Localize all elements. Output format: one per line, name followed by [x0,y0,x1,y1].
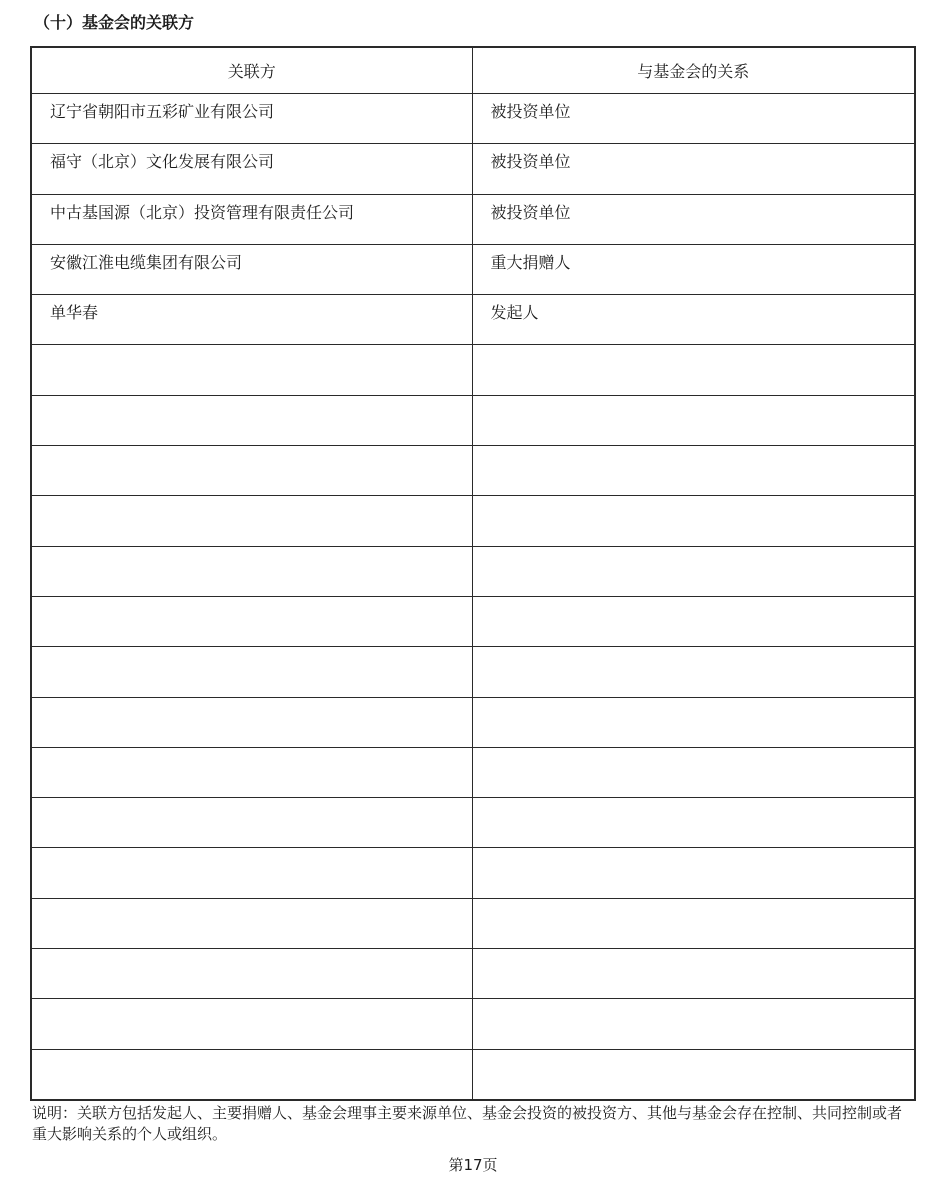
relationship-value [473,899,915,904]
relationship-value [473,949,915,954]
related-party-cell [31,647,472,697]
related-party-name [32,396,472,401]
related-party-cell [31,999,472,1049]
related-party-name [32,949,472,954]
related-party-name [32,1050,472,1055]
relationship-value [473,547,915,552]
table-row [31,697,915,747]
related-party-cell [31,747,472,797]
related-party-cell [31,144,472,194]
relationship-value [473,597,915,602]
relationship-cell [472,345,915,395]
related-party-cell [31,244,472,294]
relationship-cell [472,747,915,797]
related-party-name: 中古基国源（北京）投资管理有限责任公司 [50,202,355,222]
relationship-cell [472,999,915,1049]
table-row [31,345,915,395]
table-row [31,244,915,294]
relationship-value [473,748,915,753]
table-row [31,848,915,898]
relationship-value: 被投资单位 [490,102,571,121]
related-party-name: 单华春 [50,303,99,323]
relationship-value [473,496,915,501]
table-header-row [31,47,915,94]
relationship-value [473,848,915,853]
relationship-cell [472,446,915,496]
table-row [31,295,915,345]
relationship-cell [472,848,915,898]
relationship-cell [472,647,915,697]
table-row [31,798,915,848]
relationship-value: 被投资单位 [490,152,571,172]
relationship-cell [472,144,915,194]
related-parties-table [30,46,916,1101]
relationship-value [473,446,915,451]
related-party-cell [31,798,472,848]
related-party-cell [31,345,472,395]
section-title: （十）基金会的关联方 [34,13,195,32]
table-row [31,1049,915,1100]
relationship-value [473,698,915,703]
relationship-cell [472,1049,915,1100]
related-party-name [32,698,472,703]
related-party-cell [31,395,472,445]
table-row [31,496,915,546]
related-party-cell [31,295,472,345]
relationship-value: 重大捐赠人 [490,252,571,272]
related-party-name [32,345,472,350]
relationship-cell [472,898,915,948]
table-row [31,999,915,1049]
relationship-value [473,798,915,803]
relationship-cell [472,295,915,345]
related-party-name: 福守（北京）文化发展有限公司 [50,152,275,172]
related-party-cell [31,848,472,898]
table-row [31,596,915,646]
relationship-cell [472,395,915,445]
header-relationship: 与基金会的关系 [472,47,915,94]
related-party-name [32,496,472,501]
relationship-value [473,999,915,1004]
relationship-value [473,647,915,652]
header-related-party: 关联方 [31,47,472,94]
relationship-cell [472,949,915,999]
relationship-value [473,396,915,401]
related-party-name: 辽宁省朝阳市五彩矿业有限公司 [50,102,275,121]
relationship-cell [472,244,915,294]
table-row [31,898,915,948]
related-party-cell [31,94,472,144]
relationship-cell [472,194,915,244]
related-party-name [32,848,472,853]
related-party-cell [31,194,472,244]
related-party-name [32,597,472,602]
relationship-cell [472,697,915,747]
related-party-cell [31,546,472,596]
relationship-cell [472,798,915,848]
related-party-name [32,748,472,753]
table-row [31,546,915,596]
relationship-value: 被投资单位 [490,202,571,222]
related-party-name: 安徽江淮电缆集团有限公司 [50,252,243,272]
relationship-cell [472,496,915,546]
related-party-name [32,798,472,803]
relationship-value [473,345,915,350]
explanatory-note: 说明：关联方包括发起人、主要捐赠人、基金会理事主要来源单位、基金会投资的被投资方、其他与基金会存在控制、共同控制或者重大影响关系的个人或组织。 [32,1104,903,1143]
related-party-name [32,547,472,552]
relationship-cell [472,94,915,144]
table-row [31,647,915,697]
relationship-value: 发起人 [490,303,539,323]
table-row [31,144,915,194]
relationship-value [473,1050,915,1055]
related-party-cell [31,1049,472,1100]
related-party-cell [31,496,472,546]
related-party-cell [31,697,472,747]
related-party-cell [31,898,472,948]
related-party-cell [31,949,472,999]
table-row [31,194,915,244]
related-party-name [32,647,472,652]
relationship-cell [472,546,915,596]
table-row [31,94,915,144]
table-row [31,949,915,999]
table-row [31,747,915,797]
related-party-cell [31,446,472,496]
table-row [31,395,915,445]
table-row [31,446,915,496]
related-party-name [32,999,472,1004]
page-number: 第17页 [448,1156,498,1174]
related-party-cell [31,596,472,646]
relationship-cell [472,596,915,646]
related-party-name [32,446,472,451]
related-party-name [32,899,472,904]
